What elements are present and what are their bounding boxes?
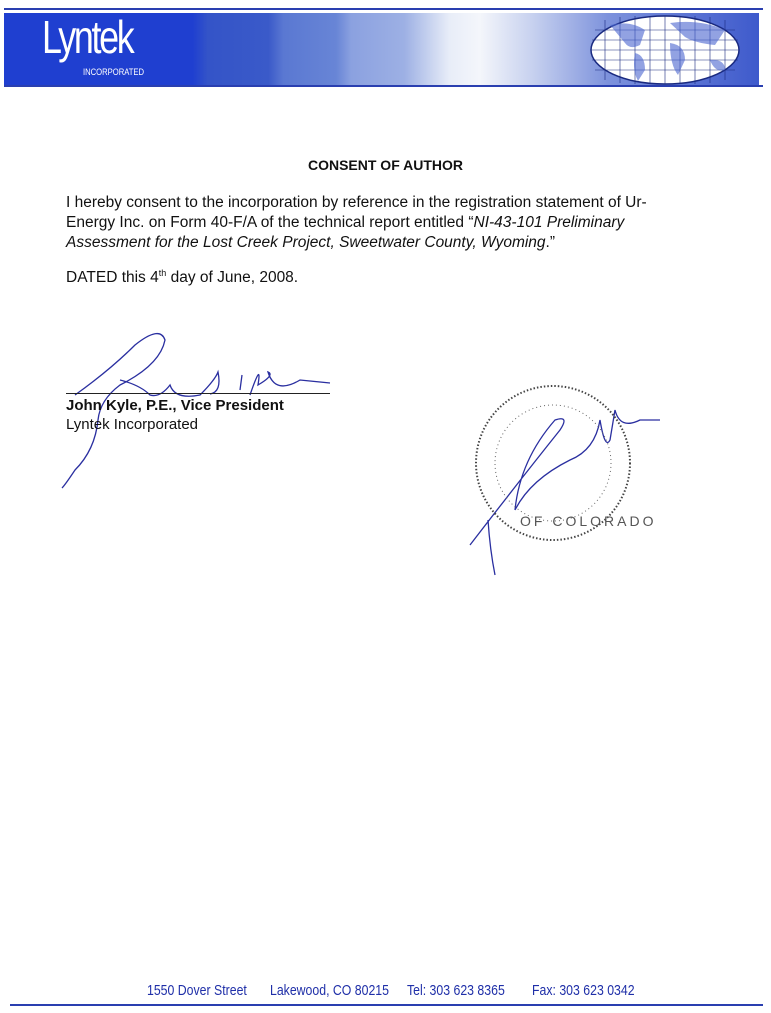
company-logo: Lyntek bbox=[42, 11, 133, 63]
company-logo-subtext: INCORPORATED bbox=[83, 67, 145, 77]
footer-fax: Fax: 303 623 0342 bbox=[532, 982, 635, 999]
footer-rule bbox=[10, 1004, 763, 1006]
dated-prefix: DATED this 4 bbox=[66, 269, 159, 287]
consent-text: I hereby consent to the incorporation by reference in the registration statement of Ur-Energy Inc. on Form 40-F/A of the technical report entitled “ bbox=[66, 194, 647, 231]
consent-text-end: .” bbox=[545, 234, 556, 251]
document-title: CONSENT OF AUTHOR bbox=[307, 157, 464, 173]
report-title: NI-43-101 Preliminary Assessment for the Lost Creek Project, Sweetwater County, Wyoming bbox=[66, 214, 625, 251]
signature-line bbox=[66, 393, 330, 394]
seal-text: OF COLORADO bbox=[520, 513, 657, 529]
signer-company: Lyntek Incorporated bbox=[66, 416, 199, 433]
footer-street: 1550 Dover Street bbox=[147, 982, 247, 999]
dated-suffix: day of June, 2008. bbox=[166, 269, 299, 287]
footer-tel: Tel: 303 623 8365 bbox=[407, 982, 505, 999]
signer-name: John Kyle, P.E., Vice President bbox=[66, 397, 284, 414]
dated-sup: th bbox=[158, 268, 167, 278]
footer-city: Lakewood, CO 80215 bbox=[270, 982, 389, 999]
